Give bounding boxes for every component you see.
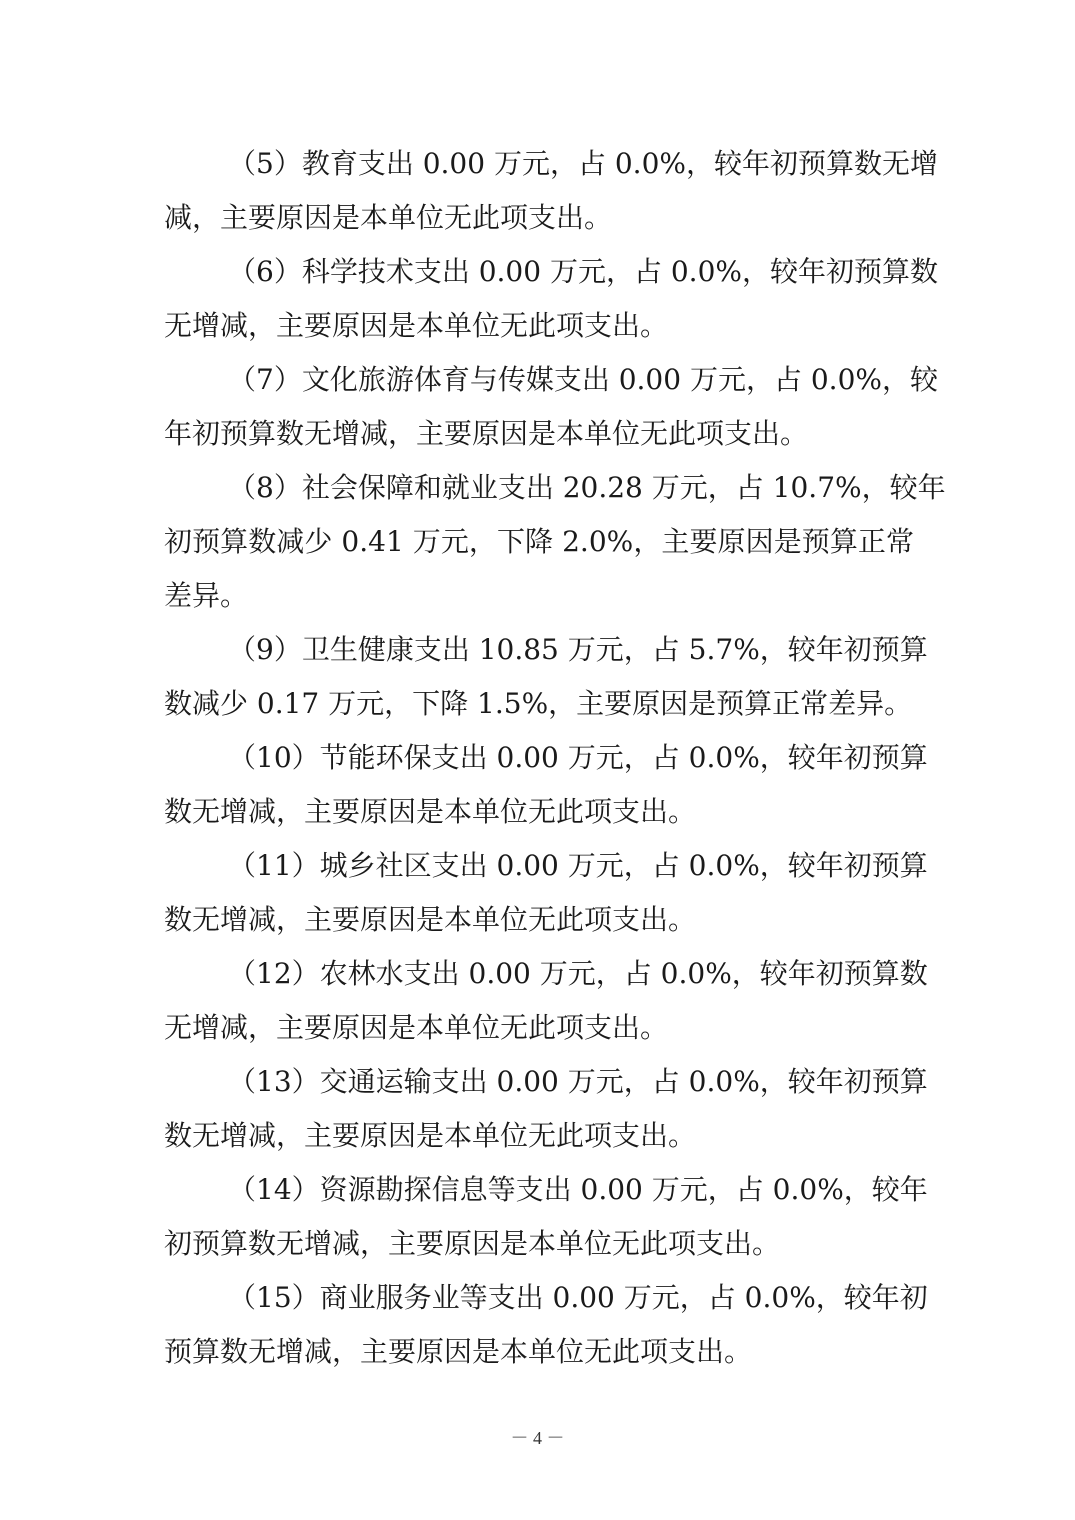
page-number: － 4 － — [510, 1428, 565, 1448]
paragraph-12-line-1: （12）农林水支出 0.00 万元，占 0.0%，较年初预算数 — [228, 957, 928, 990]
paragraph-11-line-2: 数无增减，主要原因是本单位无此项支出。 — [164, 903, 697, 936]
paragraph-10-line-1: （10）节能环保支出 0.00 万元，占 0.0%，较年初预算 — [228, 741, 928, 774]
paragraph-8-line-3: 差异。 — [164, 579, 249, 612]
paragraph-6-line-2: 无增减，主要原因是本单位无此项支出。 — [164, 309, 669, 342]
paragraph-9-line-2: 数减少 0.17 万元，下降 1.5%，主要原因是预算正常差异。 — [164, 687, 913, 720]
paragraph-6-line-1: （6）科学技术支出 0.00 万元，占 0.0%，较年初预算数 — [228, 255, 938, 288]
paragraph-7-line-1: （7）文化旅游体育与传媒支出 0.00 万元，占 0.0%，较 — [228, 363, 938, 396]
paragraph-15-line-1: （15）商业服务业等支出 0.00 万元，占 0.0%，较年初 — [228, 1281, 928, 1314]
paragraph-8-line-2: 初预算数减少 0.41 万元，下降 2.0%，主要原因是预算正常 — [164, 525, 914, 558]
paragraph-14-line-1: （14）资源勘探信息等支出 0.00 万元，占 0.0%，较年 — [228, 1173, 928, 1206]
paragraph-12-line-2: 无增减，主要原因是本单位无此项支出。 — [164, 1011, 669, 1044]
paragraph-5-line-2: 减，主要原因是本单位无此项支出。 — [164, 201, 613, 234]
paragraph-5-line-1: （5）教育支出 0.00 万元，占 0.0%，较年初预算数无增 — [228, 147, 938, 180]
paragraph-8-line-1: （8）社会保障和就业支出 20.28 万元，占 10.7%，较年 — [228, 471, 946, 504]
paragraph-11-line-1: （11）城乡社区支出 0.00 万元，占 0.0%，较年初预算 — [228, 849, 928, 882]
paragraph-13-line-2: 数无增减，主要原因是本单位无此项支出。 — [164, 1119, 697, 1152]
paragraph-15-line-2: 预算数无增减，主要原因是本单位无此项支出。 — [164, 1335, 753, 1368]
paragraph-10-line-2: 数无增减，主要原因是本单位无此项支出。 — [164, 795, 697, 828]
paragraph-13-line-1: （13）交通运输支出 0.00 万元，占 0.0%，较年初预算 — [228, 1065, 928, 1098]
paragraph-7-line-2: 年初预算数无增减，主要原因是本单位无此项支出。 — [164, 417, 809, 450]
paragraph-9-line-1: （9）卫生健康支出 10.85 万元，占 5.7%，较年初预算 — [228, 633, 928, 666]
paragraph-14-line-2: 初预算数无增减，主要原因是本单位无此项支出。 — [164, 1227, 781, 1260]
